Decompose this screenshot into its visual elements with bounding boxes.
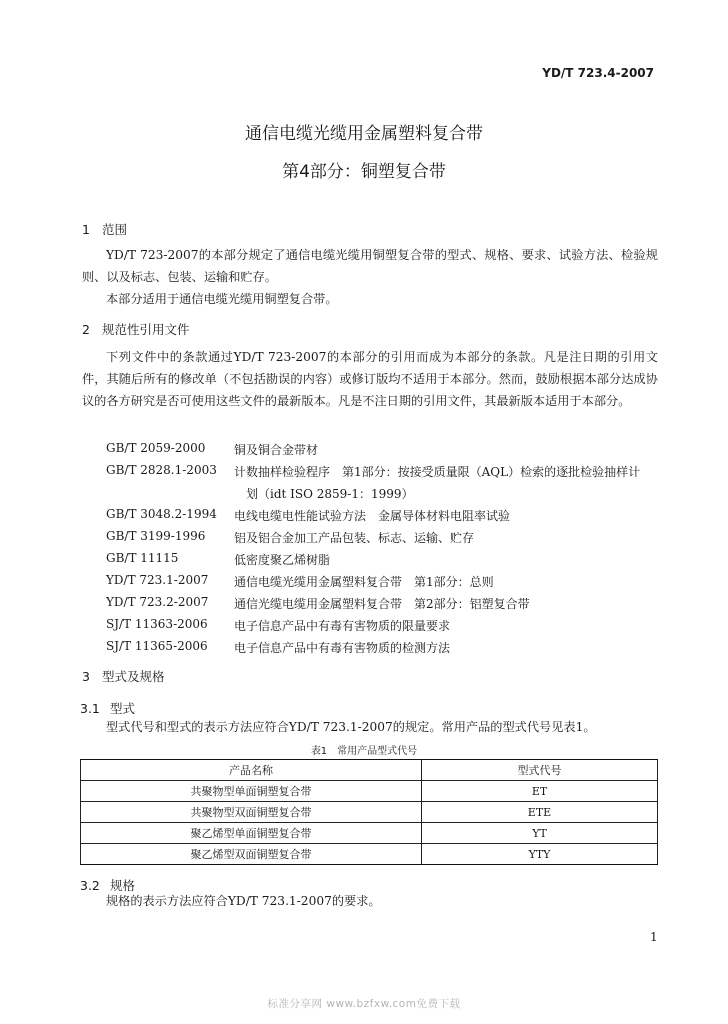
- reference-code: GB/T 3199-1996: [106, 529, 206, 543]
- page-number: 1: [650, 930, 658, 944]
- reference-item: [0, 441, 728, 459]
- section-title: 型式及规格: [102, 669, 165, 684]
- document-title: 通信电缆光缆用金属塑料复合带: [245, 124, 483, 144]
- reference-item: [0, 639, 728, 657]
- reference-code: GB/T 3048.2-1994: [106, 507, 217, 521]
- product-name-cell: 共聚物型单面铜塑复合带: [81, 781, 422, 802]
- reference-title: 计数抽样检验程序 第1部分：按接受质量限（AQL）检索的逐批检验抽样计: [234, 465, 641, 479]
- reference-item: [0, 463, 728, 481]
- subsection-3-1-paragraph: 型式代号和型式的表示方法应符合YD/T 723.1-2007的规定。常用产品的型式代号见表1。: [106, 720, 596, 734]
- reference-item: [0, 573, 728, 591]
- column-header-product-name: 产品名称: [81, 760, 422, 781]
- type-code-cell: YTY: [422, 844, 658, 865]
- subsection-title: 规格: [110, 878, 136, 893]
- table-row: [81, 802, 658, 823]
- section-1-paragraph-2: 本部分适用于通信电缆光缆用铜塑复合带。: [106, 292, 338, 306]
- reference-title: 电子信息产品中有毒有害物质的检测方法: [234, 641, 451, 655]
- section-1-paragraph-1: YD/T 723-2007的本部分规定了通信电缆光缆用铜塑复合带的型式、规格、要求、试验方法、检验规则、以及标志、包装、运输和贮存。: [82, 248, 658, 284]
- reference-code: YD/T 723.1-2007: [106, 573, 209, 587]
- standard-code-header: YD/T 723.4-2007: [542, 66, 654, 80]
- reference-title: 通信电缆光缆用金属塑料复合带 第1部分：总则: [234, 575, 494, 589]
- subsection-3-1-heading: [80, 699, 135, 717]
- reference-title-continued: 划（idt ISO 2859-1：1999）: [246, 487, 414, 501]
- section-3-heading: [82, 667, 165, 685]
- type-code-cell: ET: [422, 781, 658, 802]
- reference-title: 通信光缆电缆用金属塑料复合带 第2部分：铝塑复合带: [234, 597, 530, 611]
- reference-item: [0, 617, 728, 635]
- product-type-table: [80, 759, 658, 865]
- subsection-number: 3.2: [80, 878, 100, 893]
- table-caption: 表1 常用产品型式代号: [310, 746, 418, 757]
- reference-item: [0, 529, 728, 547]
- section-title: 规范性引用文件: [102, 322, 190, 337]
- reference-title: 铜及铜合金带材: [234, 443, 319, 457]
- section-title: 范围: [102, 222, 128, 237]
- section-2-heading: [82, 320, 190, 338]
- subsection-3-2-paragraph: 规格的表示方法应符合YD/T 723.1-2007的要求。: [106, 894, 381, 908]
- reference-title: 电子信息产品中有毒有害物质的限量要求: [234, 619, 451, 633]
- reference-item: [0, 595, 728, 613]
- section-number: 1: [82, 222, 90, 237]
- table-row: [81, 823, 658, 844]
- type-code-cell: ETE: [422, 802, 658, 823]
- column-header-type-code: 型式代号: [422, 760, 658, 781]
- product-name-cell: 共聚物型双面铜塑复合带: [81, 802, 422, 823]
- section-number: 2: [82, 322, 90, 337]
- subsection-number: 3.1: [80, 701, 100, 716]
- reference-code: SJ/T 11363-2006: [106, 617, 208, 631]
- footer-watermark: 标准分享网 www.bzfxw.com免费下载: [267, 998, 461, 1010]
- reference-title: 铝及铝合金加工产品包装、标志、运输、贮存: [234, 531, 475, 545]
- subsection-title: 型式: [110, 701, 136, 716]
- table-header-row: [81, 760, 658, 781]
- section-1-heading: [82, 220, 127, 238]
- reference-title: 电线电缆电性能试验方法 金属导体材料电阻率试验: [234, 509, 511, 523]
- reference-code: GB/T 2828.1-2003: [106, 463, 217, 477]
- product-name-cell: 聚乙烯型双面铜塑复合带: [81, 844, 422, 865]
- reference-code: YD/T 723.2-2007: [106, 595, 209, 609]
- product-name-cell: 聚乙烯型单面铜塑复合带: [81, 823, 422, 844]
- reference-code: GB/T 2059-2000: [106, 441, 206, 455]
- type-code-cell: YT: [422, 823, 658, 844]
- reference-code: SJ/T 11365-2006: [106, 639, 208, 653]
- reference-item: [0, 507, 728, 525]
- reference-item-continuation: [0, 485, 728, 503]
- table-row: [81, 844, 658, 865]
- document-subtitle: 第4部分：铜塑复合带: [282, 162, 446, 182]
- reference-title: 低密度聚乙烯树脂: [234, 553, 331, 567]
- table-row: [81, 781, 658, 802]
- reference-item: [0, 551, 728, 569]
- section-number: 3: [82, 669, 90, 684]
- section-2-paragraph: 下列文件中的条款通过YD/T 723-2007的本部分的引用而成为本部分的条款。凡是注日期的引用文件，其随后所有的修改单（不包括勘误的内容）或修订版均不适用于本部分。然而，鼓励根据本部分达成协议的各方研究是否可使用这些文件的最新版本。凡是不注日期的引用文件，其最新版本适用于本部分。: [82, 350, 658, 408]
- reference-code: GB/T 11115: [106, 551, 179, 565]
